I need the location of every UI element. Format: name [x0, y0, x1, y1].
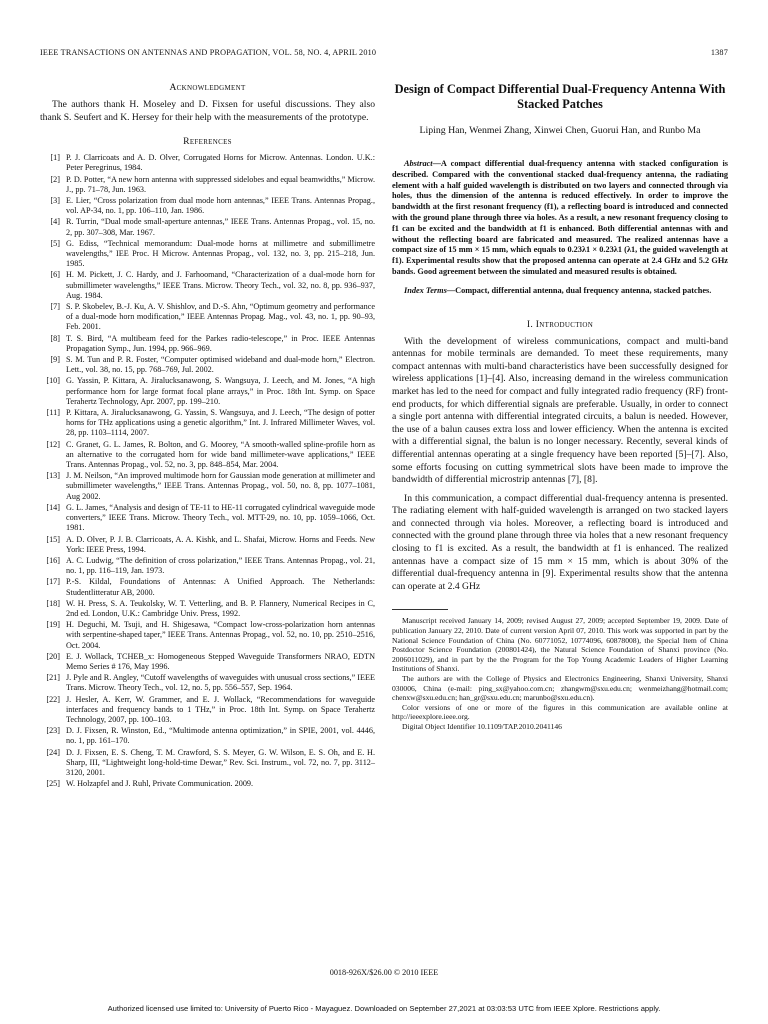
reference-item — [40, 748, 375, 779]
reference-number: [6] — [50, 270, 60, 280]
reference-text: T. S. Bird, “A multibeam feed for the Parkes radio-telescope,” in Proc. IEEE Antennas Propagation Symp., Jun. 1994, pp. 966–969. — [66, 333, 375, 353]
acknowledgment-text: The authors thank H. Moseley and D. Fixsen for useful discussions. They also thank S. Seufert and K. Hersey for their help with the measurements of the prototype. — [40, 99, 375, 123]
abstract — [392, 159, 728, 278]
reference-item — [40, 355, 375, 375]
reference-item — [40, 503, 375, 534]
introduction-heading: I. Introduction — [526, 318, 594, 330]
reference-item — [40, 302, 375, 333]
reference-item — [40, 577, 375, 597]
reference-number: [3] — [50, 196, 60, 205]
reference-text: W. Holzapfel and J. Ruhl, Private Communication. 2009. — [66, 779, 254, 789]
reference-number: [16] — [46, 555, 60, 565]
reference-list — [40, 153, 375, 789]
footnote: The authors are with the College of Physics and Electronics Engineering, Shanxi University, Shanxi 030006, China (e-mail: ping_sx@yahoo.com.cn; zhangwm@sxu.edu.cn; wenmeizhang@hotmail.com; chenxw@sxu.edu.cn; han_gr@sxu.edu.cn; marunbo@sxu.edu.cn). — [392, 674, 728, 703]
reference-text: G. Ediss, “Technical memorandum: Dual-mode horns at millimetre and submillimetre wavelengths,” IEE Proc. H Microw. Antennas Propag., vol. 132, no. 3, pp. 215–218, Jun. 1985. — [66, 238, 375, 269]
running-header — [40, 48, 728, 57]
reference-number: [19] — [46, 620, 60, 630]
reference-item — [40, 779, 375, 789]
reference-number: [17] — [46, 577, 60, 587]
reference-item — [40, 270, 375, 301]
reference-text: W. H. Press, S. A. Teukolsky, W. T. Vetterling, and B. P. Flannery, Numerical Recipes in C, 2nd ed. London, U.K.: Cambridge Univ. Press, 1992. — [66, 598, 375, 618]
reference-number: [12] — [46, 439, 60, 449]
reference-text: A. D. Olver, P. J. B. Clarricoats, A. A. Kishk, and L. Shafai, Microw. Horns and Feeds. New York: IEEE Press, 1994. — [66, 534, 375, 554]
reference-item — [40, 175, 375, 195]
reference-text: C. Granet, G. L. James, R. Bolton, and G. Moorey, “A smooth-walled spline-profile horn as an alternative to the corrugated horn for wide band millimeter-wave applications,” IEEE Trans. Antennas Propag., vol. 52, no. 3, pp. 848–854, Mar. 2004. — [66, 439, 375, 470]
reference-number: [13] — [46, 471, 60, 481]
reference-text: J. M. Neilson, “An improved multimode horn for Gaussian mode generation at millimeter and submillimeter wavelengths,” IEEE Trans. Antennas Propag., vol. 50, no. 8, pp. 1077–1081, Aug 2002. — [66, 471, 375, 501]
reference-number: [1] — [50, 153, 60, 163]
reference-text: A. C. Ludwig, “The definition of cross polarization,” IEEE Trans. Antennas Propag., vol. 21, no. 1, pp. 116–119, Jan. 1973. — [66, 555, 375, 576]
reference-text: S. P. Skobelev, B.-J. Ku, A. V. Shishlov, and D.-S. Ahn, “Optimum geometry and performance of a dual-mode horn modification,” IEEE Antennas Propag. Mag., vol. 43, no. 1, pp. 90–93, Feb. 2001. — [66, 302, 375, 332]
reference-number: [21] — [46, 673, 60, 683]
reference-text: P. D. Potter, “A new horn antenna with suppressed sidelobes and equal beamwidths,” Microw. J., pp. 71–78, Jun. 1963. — [66, 174, 375, 194]
reference-number: [11] — [46, 408, 60, 418]
reference-number: [10] — [46, 376, 60, 386]
reference-number: [23] — [46, 726, 60, 736]
reference-text: P. J. Clarricoats and A. D. Olver, Corrugated Horns for Microw. Antennas. London. U.K.: Peter Peregrinus, 1984. — [66, 153, 375, 173]
reference-text: H. M. Pickett, J. C. Hardy, and J. Farhoomand, “Characterization of a dual-mode horn for submillimeter wavelengths,” IEEE Trans. Microw. Theory Tech., vol. 32, no. 8, pp. 936–937, Aug. 1984. — [66, 270, 375, 300]
reference-number: [24] — [46, 747, 60, 757]
intro-paragraph-2: In this communication, a compact differential dual-frequency antenna is presented. The radiating element with half-guided wavelength is arranged on two stacked layers and connected through via holes. Moreover, a reflecting board is introduced and connected with the ground plane through three via holes that a new resonant frequency closing to f1 is excited. As a result, the bandwidth at f1 is enhanced. The realized antennas have a compact size of 15 mm × 15 mm, which is about 30% of the differential dual-frequency antenna in [9]. Experimental results show that the antenna can operate at 2.4 GHz — [392, 492, 728, 592]
acknowledgment-heading: Acknowledgment — [169, 82, 246, 93]
footnote-divider — [392, 609, 448, 610]
reference-number: [8] — [50, 333, 60, 343]
reference-text: G. Yassin, P. Kittara, A. Jiralucksanawong, S. Wangsuya, J. Leech, and M. Jones, “A high performance horn for large format focal plane arrays,” in Proc. 18th Int. Symp. on Space Terahertz Technology, Apr. 2007, pp. 199–210. — [66, 376, 375, 406]
reference-text: P. Kittara, A. Jiralucksanawong, G. Yassin, S. Wangsuya, and J. Leech, “The design of potter horns for THz applications using a genetic algorithm,” Int. J. Infrared Millimeter Waves, vol. 28, pp. 1103–1114, 2007. — [66, 408, 375, 438]
abstract-label: Abstract— — [404, 159, 441, 168]
reference-item — [40, 652, 375, 672]
license-notice: Authorized licensed use limited to: University of Puerto Rico - Mayaguez. Downloaded on September 27,2021 at 03:03:53 UTC from IEEE Xplore. Restrictions apply. — [107, 1004, 661, 1013]
reference-item — [40, 153, 375, 173]
reference-number: [25] — [46, 779, 60, 789]
reference-item — [40, 695, 375, 726]
reference-item — [40, 556, 375, 576]
index-terms — [392, 286, 728, 297]
reference-item — [40, 196, 375, 216]
paper-title: Design of Compact Differential Dual-Frequency Antenna With Stacked Patches — [394, 82, 726, 111]
reference-item — [40, 535, 375, 555]
reference-number: [14] — [46, 502, 60, 512]
reference-text: J. Hesler, A. Kerr, W. Grammer, and E. J. Wollack, “Recommendations for waveguide interfaces and frequency bands to 1 THz,” in Proc. 18th Int. Symp. on Space Terahertz Technology, 2007, pp. 100–103. — [66, 694, 375, 724]
reference-item — [40, 334, 375, 354]
reference-item — [40, 217, 375, 237]
reference-number: [15] — [46, 534, 60, 544]
footnote: Digital Object Identifier 10.1109/TAP.2010.2041146 — [402, 721, 562, 731]
reference-text: P.-S. Kildal, Foundations of Antennas: A Unified Approach. The Netherlands: Studentlitteratur AB, 2000. — [66, 577, 375, 597]
reference-item — [40, 673, 375, 693]
copyright-line: 0018-926X/$26.00 © 2010 IEEE — [329, 968, 439, 977]
reference-text: D. J. Fixsen, E. S. Cheng, T. M. Crawford, S. S. Meyer, G. W. Wilson, E. S. Oh, and E. H. Sharp, III, “Lightweight long-hold-time Dewar,” Rev. Sci. Instrum., vol. 72, no. 7, pp. 3112–3120, 2001. — [66, 747, 375, 777]
reference-item — [40, 239, 375, 270]
reference-number: [9] — [50, 355, 60, 365]
footnote: Manuscript received January 14, 2009; revised August 27, 2009; accepted September 19, 2009. Date of publication January 22, 2010. Date of current version April 07, 2010. This work was supported in part by the National Science Foundation of China (No. 60771052, 10774096, 60878008), the Special Item of China Postdoctor Science Foundation (200801424), the Natural Science Foundation of Shanxi province (No. 2006011029), and in part by the the Program for the Top Young Academic Leaders of Higher Learning Institutions of Shanxi. — [392, 616, 728, 674]
reference-text: E. J. Wollack, TCHEB_x: Homogeneous Stepped Waveguide Transformers NRAO, EDTN Memo Series # 176, May 1996. — [66, 651, 375, 671]
reference-number: [18] — [46, 598, 60, 608]
author-list: Liping Han, Wenmei Zhang, Xinwei Chen, Guorui Han, and Runbo Ma — [419, 125, 701, 136]
reference-text: G. L. James, “Analysis and design of TE-11 to HE-11 corrugated cylindrical waveguide mode converters,” IEEE Trans. Microw. Theory Tech., vol. MTT-29, no. 10, pp. 1059–1066, Oct. 1981. — [66, 502, 375, 533]
reference-number: [2] — [50, 174, 60, 184]
reference-text: D. J. Fixsen, R. Winston, Ed., “Multimode antenna optimization,” in SPIE, 2001, vol. 4446, no. 1, pp. 161–170. — [66, 726, 375, 746]
reference-item — [40, 471, 375, 502]
reference-item — [40, 440, 375, 471]
reference-text: H. Deguchi, M. Tsuji, and H. Shigesawa, “Compact low-cross-polarization horn antennas with serpentine-shaped taper,” IEEE Trans. Antennas Propag., vol. 52, no. 10, pp. 2510–2516, Oct. 2004. — [66, 620, 375, 650]
reference-text: J. Pyle and R. Angley, “Cutoff wavelengths of waveguides with unusual cross sections,” IEEE Trans. Microw. Theory Tech., vol. 12, no. 5, pp. 556–557, Sep. 1964. — [66, 673, 375, 693]
reference-item — [40, 726, 375, 746]
right-column — [392, 82, 728, 732]
intro-paragraph-1: With the development of wireless communications, compact and multi-band antennas for mobile terminals are demanded. To meet these requirements, many compact antennas with multi-band characteristics have been successfully designed for wireless applications [1]–[4]. Also, increasing demand in the wireless communication market has led to the need for compact and fully integrated radio frequency (RF) front-end products, for which differential signals are preferable. Usually, in order to connect a single port antenna with differential integrated circuits, a balun is needed. However, the use of a balun causes extra loss and lower efficiency. When the antenna is excited with a differential signal, the balun is no longer necessary. Recently, several kinds of differential antennas operating at a single frequency have been reported [5]–[7]. Also, some efforts focusing on cutting symmetrical slots have been made to improve the bandwidth of differential microstrip antennas [7], [8]. — [392, 335, 728, 486]
journal-header: IEEE TRANSACTIONS ON ANTENNAS AND PROPAGATION, VOL. 58, NO. 4, APRIL 2010 — [40, 48, 377, 57]
reference-text: R. Turrin, “Dual mode small-aperture antennas,” IEEE Trans. Antennas Propag., vol. 15, no. 2, pp. 307–308, Mar. 1967. — [66, 217, 375, 237]
reference-number: [4] — [50, 217, 60, 227]
footnotes — [392, 616, 728, 731]
index-terms-text: Compact, differential antenna, dual frequency antenna, stacked patches. — [455, 285, 712, 295]
reference-item — [40, 620, 375, 651]
left-column — [40, 82, 375, 790]
reference-number: [7] — [50, 302, 60, 312]
index-terms-label: Index Terms— — [404, 285, 456, 295]
reference-number: [20] — [46, 651, 60, 661]
reference-text: E. Lier, “Cross polarization from dual mode horn antennas,” IEEE Trans. Antennas Propag., vol. AP-34, no. 1, pp. 106–110, Jan. 1986. — [66, 196, 375, 216]
reference-item — [40, 599, 375, 619]
reference-number: [5] — [50, 238, 60, 248]
abstract-text: A compact differential dual-frequency antenna with stacked configuration is described. Compared with the conventional stacked dual-frequency antenna, the radiating element with a half guided wavelength is distributed on two layers and connected through via holes, thus the dimension of the antenna is reduced effectively. In order to improve the bandwidth at the first resonant frequency (f1), a reflecting board is introduced and connected with the ground plane through three via holes. As a result, a new resonant frequency closing to f1 can be excited and the bandwidth at f1 is enhanced. Both differential antennas with and without the reflecting board are fabricated and measured. The realized antennas have a compact size of 15 mm × 15 mm, which equals to 0.23λ1 × 0.23λ1 (λ1, the guided wavelength at f1). Experimental results show that the proposed antenna can operate at 2.4 GHz and 5.2 GHz bands. Good agreement between the simulated and measured results is obtained. — [392, 159, 728, 276]
reference-number: [22] — [46, 694, 60, 704]
reference-item — [40, 408, 375, 439]
reference-item — [40, 376, 375, 407]
references-heading: References — [183, 136, 232, 148]
footnote: Color versions of one or more of the figures in this communication are available online at http://ieeexplore.ieee.org. — [392, 702, 728, 722]
page-number: 1387 — [710, 48, 728, 57]
reference-text: S. M. Tun and P. R. Foster, “Computer optimised wideband and dual-mode horn,” Electron. Lett., vol. 38, no. 15, pp. 768–769, Jul. 2002. — [66, 355, 375, 375]
